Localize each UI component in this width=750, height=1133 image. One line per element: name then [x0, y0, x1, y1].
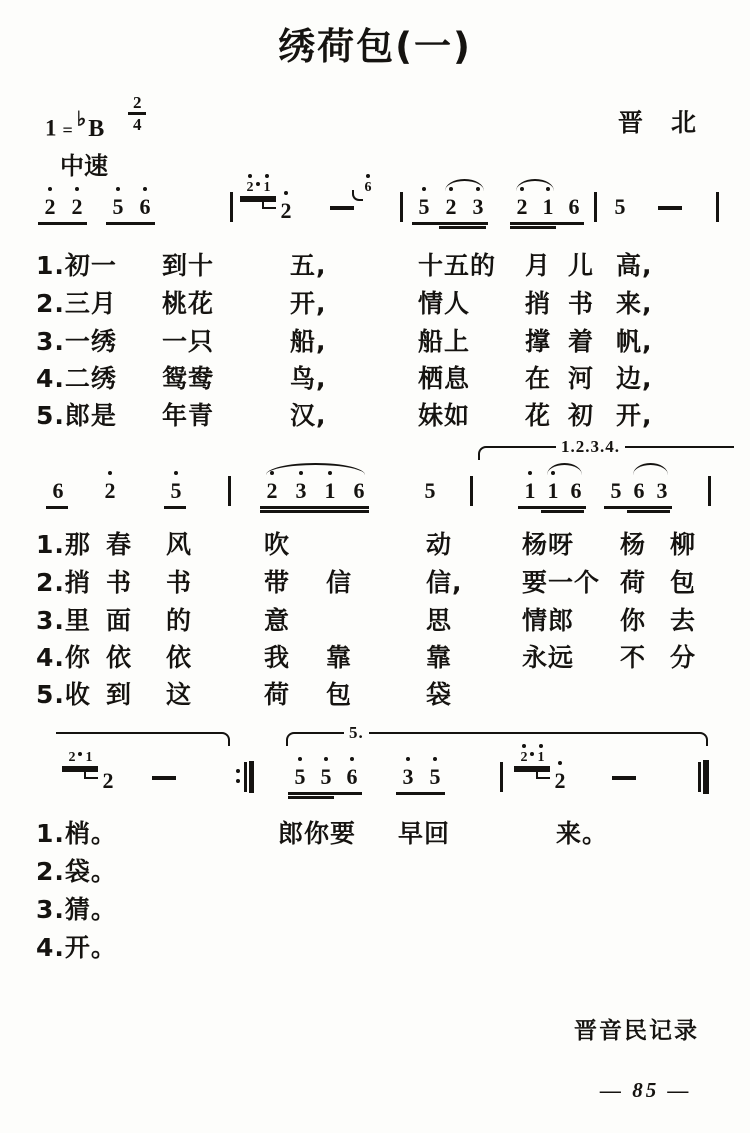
lyric-cell: 郎你要: [278, 819, 357, 848]
lyric-cell: 你: [620, 606, 647, 635]
barline: [400, 192, 403, 222]
octave-dot: [324, 757, 328, 761]
lyric-cell: 依: [106, 643, 133, 672]
repeat-dot: [236, 779, 240, 783]
jianpu-note: 2: [445, 194, 457, 219]
grace-note: 2: [68, 750, 76, 765]
grace-note: 6: [364, 180, 372, 195]
transcriber-credit: 晋音民记录: [574, 1018, 699, 1044]
octave-dot: [174, 471, 178, 475]
lyric-cell: 在: [525, 364, 552, 393]
lyric-cell: 帆,: [616, 327, 653, 356]
jianpu-note: 5: [418, 194, 430, 219]
jianpu-note: 6: [52, 478, 64, 503]
barline: [594, 192, 597, 222]
beam-underline: [260, 510, 369, 513]
lyric-cell: 意: [264, 606, 291, 635]
grace-note: 1: [537, 750, 545, 765]
octave-dot: [284, 191, 288, 195]
grace-middle-dot: [256, 182, 260, 186]
lyric-cell: 书: [166, 568, 193, 597]
octave-dot: [143, 187, 147, 191]
duration-dash: [152, 776, 176, 780]
jianpu-note: 2: [554, 768, 566, 793]
lyric-cell: 3.里: [36, 606, 91, 635]
lyric-cell: 桃花: [162, 289, 215, 318]
lyric-cell: 月: [525, 251, 552, 280]
jianpu-note: 1: [547, 478, 559, 503]
lyric-cell: 4.你: [36, 643, 91, 672]
lyric-cell: 要一个: [522, 568, 601, 597]
beam-underline: [288, 796, 334, 799]
jianpu-note: 2: [516, 194, 528, 219]
grace-hook: [262, 199, 276, 209]
jianpu-note: 2: [104, 478, 116, 503]
jianpu-note: 5: [429, 764, 441, 789]
lyric-cell: 书: [106, 568, 133, 597]
page-number: — 85 —: [600, 1078, 692, 1102]
lyric-cell: 高,: [616, 251, 653, 280]
lyric-cell: 2.捎: [36, 568, 91, 597]
lyric-cell: 4.二绣: [36, 364, 117, 393]
barline: [708, 476, 711, 506]
lyric-cell: 情郎: [522, 606, 575, 635]
jianpu-note: 6: [139, 194, 151, 219]
meter-denominator: 4: [132, 114, 142, 134]
repeat-thin-barline: [244, 762, 247, 792]
lyric-cell: 到: [106, 680, 133, 709]
beam-underline: [510, 222, 584, 225]
grace-note: 2: [246, 180, 254, 195]
octave-dot: [558, 761, 562, 765]
volta-label: 5.: [344, 724, 369, 742]
lyric-cell: 撑: [525, 327, 552, 356]
slur-arc: [266, 463, 365, 475]
lyric-cell: 包: [670, 568, 697, 597]
jianpu-note: 6: [568, 194, 580, 219]
song-title: 绣荷包(一): [278, 25, 472, 68]
lyric-cell: 带: [264, 568, 291, 597]
duration-dash: [658, 206, 682, 210]
octave-dot: [528, 471, 532, 475]
jianpu-note: 2: [280, 198, 292, 223]
lyric-cell: 栖息: [418, 364, 471, 393]
final-thick-barline: [703, 760, 709, 794]
lyric-cell: 分: [670, 643, 697, 672]
lyric-cell: 花: [525, 401, 552, 430]
beam-underline: [106, 222, 155, 225]
lyric-cell: 着: [568, 327, 595, 356]
duration-dash: [330, 206, 354, 210]
beam-underline: [38, 222, 87, 225]
lyric-cell: 不: [620, 643, 647, 672]
lyric-cell: 3.猜。: [36, 895, 117, 924]
lyric-cell: 靠: [426, 643, 453, 672]
beam-underline: [541, 510, 584, 513]
barline: [470, 476, 473, 506]
lyric-cell: 信,: [426, 568, 463, 597]
lyric-cell: 信: [326, 568, 353, 597]
lyric-cell: 书: [568, 289, 595, 318]
lyric-cell: 依: [166, 643, 193, 672]
lyric-cell: 2.三月: [36, 289, 117, 318]
octave-dot: [366, 174, 370, 178]
jianpu-note: 5: [320, 764, 332, 789]
lyric-cell: 边,: [616, 364, 653, 393]
grace-hook: [536, 769, 550, 779]
lyric-cell: 十五的: [418, 251, 497, 280]
lyric-cell: 1.初一: [36, 251, 117, 280]
lyric-cell: 荷: [620, 568, 647, 597]
lyric-cell: 开,: [616, 401, 653, 430]
lyric-cell: 我: [264, 643, 291, 672]
lyric-cell: 4.开。: [36, 933, 117, 962]
jianpu-note: 5: [294, 764, 306, 789]
grace-note: 1: [263, 180, 271, 195]
lyric-cell: 包: [326, 680, 353, 709]
lyric-cell: 早回: [398, 819, 451, 848]
beam-underline: [627, 510, 670, 513]
lyric-cell: 河: [568, 364, 595, 393]
lyric-cell: 荷: [264, 680, 291, 709]
lyric-cell: 1.梢。: [36, 819, 117, 848]
grace-note: 1: [85, 750, 93, 765]
lyric-cell: 思: [426, 606, 453, 635]
beam-underline: [510, 226, 556, 229]
lyric-cell: 初: [568, 401, 595, 430]
region-label: 晋北: [618, 108, 725, 137]
jianpu-note: 2: [102, 768, 114, 793]
jianpu-note: 1: [324, 478, 336, 503]
jianpu-note: 5: [424, 478, 436, 503]
lyric-cell: 到十: [162, 251, 215, 280]
jianpu-note: 6: [633, 478, 645, 503]
octave-dot: [422, 187, 426, 191]
key-equals: =: [62, 119, 73, 140]
volta-label: 1.2.3.4.: [556, 438, 625, 456]
key-signature: [45, 93, 148, 143]
beam-underline: [164, 506, 186, 509]
lyric-cell: 去: [670, 606, 697, 635]
slur-arc: [516, 179, 554, 191]
jianpu-note: 3: [295, 478, 307, 503]
beam-underline: [288, 792, 362, 795]
grace-hook: [84, 769, 98, 779]
repeat-dot: [236, 769, 240, 773]
lyric-cell: 来,: [616, 289, 653, 318]
jianpu-note: 3: [472, 194, 484, 219]
lyric-cell: 妹如: [418, 401, 471, 430]
tempo-label: 中速: [60, 152, 108, 180]
after-grace-tail: [352, 190, 363, 201]
lyric-cell: 杨: [620, 530, 647, 559]
barline: [716, 192, 719, 222]
volta-bracket: [56, 732, 230, 746]
lyric-cell: 开,: [290, 289, 327, 318]
lyric-cell: 鸳鸯: [162, 364, 215, 393]
flat-icon: ♭: [76, 108, 87, 131]
lyric-cell: 儿: [568, 251, 595, 280]
barline: [230, 192, 233, 222]
beam-underline: [604, 506, 672, 509]
barline: [500, 762, 503, 792]
lyric-cell: 5.收: [36, 680, 91, 709]
lyric-cell: 春: [106, 530, 133, 559]
octave-dot: [298, 757, 302, 761]
beam-underline: [412, 222, 488, 225]
lyric-cell: 船上: [418, 327, 471, 356]
lyric-cell: 吹: [264, 530, 291, 559]
jianpu-note: 2: [266, 478, 278, 503]
beam-underline: [439, 226, 486, 229]
repeat-thick-barline: [249, 761, 254, 793]
beam-underline: [260, 506, 369, 509]
jianpu-note: 5: [112, 194, 124, 219]
key-letter: B: [88, 115, 105, 142]
octave-dot: [108, 471, 112, 475]
lyric-cell: 一只: [162, 327, 215, 356]
grace-middle-dot: [78, 752, 82, 756]
grace-note: 2: [520, 750, 528, 765]
jianpu-note: 6: [570, 478, 582, 503]
octave-dot: [406, 757, 410, 761]
jianpu-note: 5: [610, 478, 622, 503]
key-tonic: 1: [45, 115, 57, 141]
grace-middle-dot: [530, 752, 534, 756]
jianpu-note: 3: [656, 478, 668, 503]
lyric-cell: 1.那: [36, 530, 91, 559]
lyric-cell: 捎: [525, 289, 552, 318]
octave-dot: [350, 757, 354, 761]
lyric-cell: 永远: [522, 643, 575, 672]
jianpu-note: 2: [71, 194, 83, 219]
lyric-cell: 来。: [556, 819, 609, 848]
beam-underline: [46, 506, 68, 509]
lyric-cell: 情人: [418, 289, 471, 318]
lyric-cell: 杨呀: [522, 530, 575, 559]
lyric-cell: 柳: [670, 530, 697, 559]
slur-arc: [445, 179, 484, 191]
lyric-cell: 五,: [290, 251, 327, 280]
jianpu-note: 3: [402, 764, 414, 789]
octave-dot: [522, 744, 526, 748]
octave-dot: [265, 174, 269, 178]
lyric-cell: 船,: [290, 327, 327, 356]
meter-numerator: 2: [132, 93, 142, 112]
lyric-cell: 汉,: [290, 401, 327, 430]
lyric-cell: 5.郎是: [36, 401, 117, 430]
lyric-cell: 靠: [326, 643, 353, 672]
lyric-cell: 鸟,: [290, 364, 327, 393]
barline: [228, 476, 231, 506]
octave-dot: [48, 187, 52, 191]
octave-dot: [433, 757, 437, 761]
slur-arc: [633, 463, 668, 475]
jianpu-note: 1: [542, 194, 554, 219]
lyric-cell: 3.一绣: [36, 327, 117, 356]
jianpu-note: 5: [170, 478, 182, 503]
jianpu-note: 6: [346, 764, 358, 789]
lyric-cell: 风: [166, 530, 193, 559]
lyric-cell: 这: [166, 680, 193, 709]
lyric-cell: 动: [426, 530, 453, 559]
beam-underline: [518, 506, 586, 509]
octave-dot: [539, 744, 543, 748]
lyric-cell: 袋: [426, 680, 453, 709]
octave-dot: [75, 187, 79, 191]
lyric-cell: 面: [106, 606, 133, 635]
octave-dot: [116, 187, 120, 191]
lyric-cell: 的: [166, 606, 193, 635]
beam-underline: [396, 792, 445, 795]
lyric-cell: 年青: [162, 401, 215, 430]
jianpu-note: 5: [614, 194, 626, 219]
jianpu-note: 1: [524, 478, 536, 503]
time-signature: [126, 94, 148, 133]
octave-dot: [248, 174, 252, 178]
final-thin-barline: [698, 762, 701, 792]
lyric-cell: 2.袋。: [36, 857, 117, 886]
jianpu-note: 2: [44, 194, 56, 219]
jianpu-note: 6: [353, 478, 365, 503]
duration-dash: [612, 776, 636, 780]
slur-arc: [547, 463, 582, 475]
